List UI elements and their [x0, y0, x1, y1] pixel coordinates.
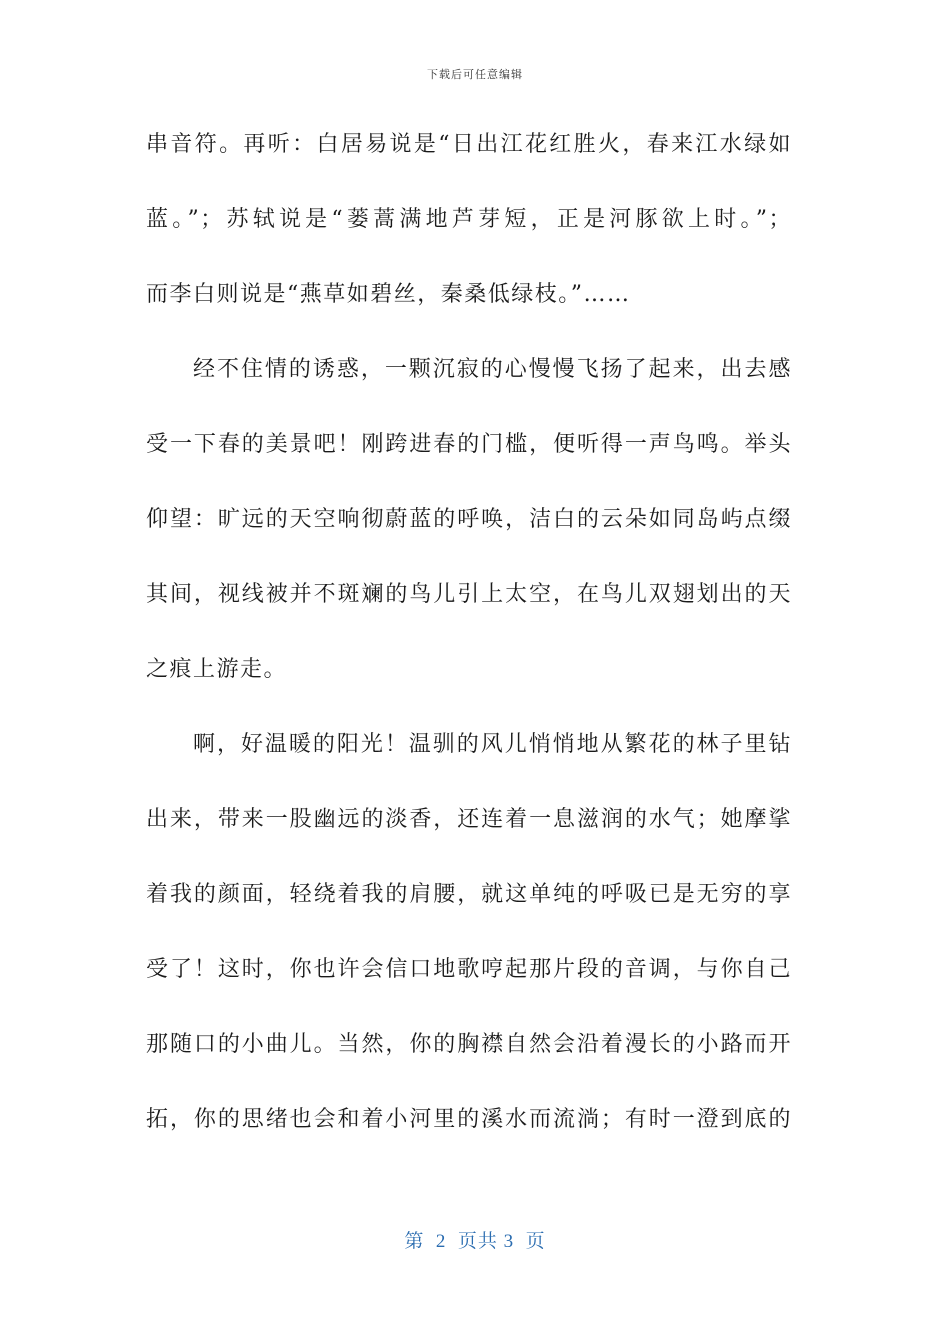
text-line: 着我的颜面，轻绕着我的肩腰，就这单纯的呼吸已是无穷的享	[146, 882, 792, 907]
text-line: 啊，好温暖的阳光！温驯的风儿悄悄地从繁花的林子里钻	[193, 732, 792, 757]
text-line: 仰望：旷远的天空响彻蔚蓝的呼唤，洁白的云朵如同岛屿点缀	[146, 507, 792, 532]
text-line: 那随口的小曲儿。当然，你的胸襟自然会沿着漫长的小路而开	[146, 1032, 792, 1057]
text-line: 之痕上游走。	[146, 657, 288, 682]
header-note: 下载后可任意编辑	[427, 68, 523, 81]
text-line: 出来，带来一股幽远的淡香，还连着一息滋润的水气；她摩挲	[146, 807, 792, 832]
text-line: 经不住情的诱惑，一颗沉寂的心慢慢飞扬了起来，出去感	[193, 357, 792, 382]
page-number: 第 2 页共 3 页	[404, 1231, 546, 1252]
text-line: 蓝。”；苏轼说是“蒌蒿满地芦芽短，正是河豚欲上时。”；	[146, 207, 792, 232]
text-line: 其间，视线被并不斑斓的鸟儿引上太空，在鸟儿双翅划出的天	[146, 582, 792, 607]
text-line: 串音符。再听：白居易说是“日出江花红胜火，春来江水绿如	[146, 132, 792, 157]
text-line: 受了！这时，你也许会信口地歌哼起那片段的音调，与你自己	[146, 957, 792, 982]
text-line: 拓，你的思绪也会和着小河里的溪水而流淌；有时一澄到底的	[146, 1107, 792, 1132]
text-line: 而李白则说是“燕草如碧丝，秦桑低绿枝。”……	[146, 282, 631, 307]
document-body	[146, 119, 792, 1169]
text-line: 受一下春的美景吧！刚跨进春的门槛，便听得一声鸟鸣。举头	[146, 432, 792, 457]
